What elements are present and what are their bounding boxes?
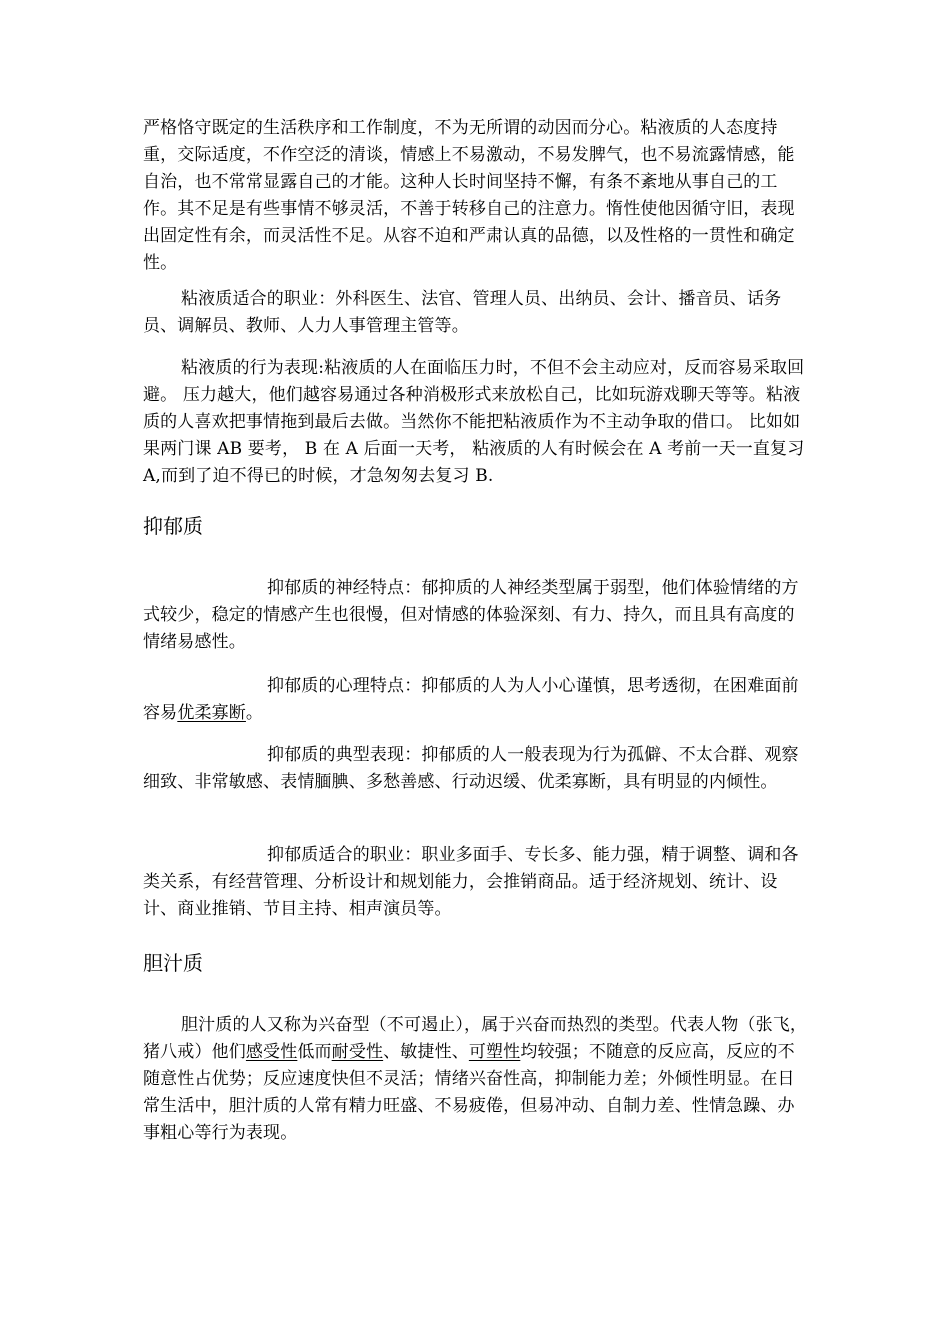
indecisive-link[interactable]: 优柔寡断 xyxy=(177,703,246,723)
melancholic-careers-paragraph xyxy=(143,842,808,923)
choleric-heading: 胆汁质 xyxy=(143,951,203,975)
melancholic-nervous-text: 抑郁质的神经特点：郁抑质的人神经类型属于弱型，他们体验情绪的方式较少，稳定的情感产生也很慢，但对情感的体验深刻、有力、持久，而且具有高度的情绪易感性。 xyxy=(143,578,799,652)
melancholic-psych-paragraph xyxy=(143,673,808,727)
melancholic-nervous-paragraph xyxy=(143,575,808,656)
phlegmatic-paragraph-1: 严格恪守既定的生活秩序和工作制度，不为无所谓的动因而分心。粘液质的人态度持重，交际适度，不作空泛的清谈，情感上不易激动，不易发脾气，也不易流露情感，能自治，也不常常显露自己的才能。这种人长时间坚持不懈，有条不紊地从事自己的工作。其不足是有些事情不够灵活，不善于转移自己的注意力。惰性使他因循守旧，表现出固定性有余，而灵活性不足。从容不迫和严肃认真的品德，以及性格的一贯性和确定性。 xyxy=(143,118,795,273)
choleric-text-4: 均较强；不随意的反应高，反应的不随意性占优势；反应速度快但不灵活；情绪兴奋性高，抑制能力差；外倾性明显。在日常生活中，胆汁质的人常有精力旺盛、不易疲倦，但易冲动、自制力差、性情急躁、办事粗心等行为表现。 xyxy=(143,1042,795,1143)
melancholic-psych-end: 。 xyxy=(245,703,264,723)
choleric-text-1: 胆汁质的人又称为兴奋型（不可遏止），属于兴奋而热烈的类型。代表人物（张飞，猪八戒）他们 xyxy=(143,1015,808,1062)
phlegmatic-careers-paragraph xyxy=(143,286,808,340)
choleric-paragraph xyxy=(143,1012,808,1147)
melancholic-careers-text: 抑郁质适合的职业：职业多面手、专长多、能力强，精于调整、调和各类关系，有经营管理、分析设计和规划能力，会推销商品。适于经济规划、统计、设计、商业推销、节目主持、相声演员等。 xyxy=(143,845,799,919)
plasticity-link[interactable]: 可塑性 xyxy=(468,1042,521,1062)
melancholic-typical-text: 抑郁质的典型表现：抑郁质的人一般表现为行为孤僻、不太合群、观察细致、非常敏感、表情腼腆、多愁善感、行动迟缓、优柔寡断，具有明显的内倾性。 xyxy=(143,745,799,792)
choleric-text-2: 低而 xyxy=(297,1042,332,1062)
phlegmatic-behavior-paragraph xyxy=(143,355,808,490)
melancholic-heading: 抑郁质 xyxy=(143,514,203,538)
melancholic-typical-paragraph xyxy=(143,742,808,796)
phlegmatic-careers-text: 粘液质适合的职业：外科医生、法官、管理人员、出纳员、会计、播音员、话务员、调解员、教师、人力人事管理主管等。 xyxy=(143,289,782,336)
sensitivity-link[interactable]: 感受性 xyxy=(245,1042,298,1062)
choleric-text-3: 、敏捷性、 xyxy=(383,1042,469,1062)
tolerance-link[interactable]: 耐受性 xyxy=(331,1042,384,1062)
melancholic-psych-text: 抑郁质的心理特点：抑郁质的人为人小心谨慎，思考透彻，在困难面前容易 xyxy=(143,676,799,723)
phlegmatic-behavior-text: 粘液质的行为表现:粘液质的人在面临压力时，不但不会主动应对，反而容易采取回避。 压力越大，他们越容易通过各种消极形式来放松自己，比如玩游戏聊天等等。粘液质的人喜欢把事情拖到最后去做。当然你不能把粘液质作为不主动争取的借口。 比如如果两门课 AB 要考， B 在 A 后面一天考， 粘液质的人有时候会在 A 考前一天一直复习 A,而到了迫不得已的时候，才急匆匆去复习 B. xyxy=(143,358,805,486)
